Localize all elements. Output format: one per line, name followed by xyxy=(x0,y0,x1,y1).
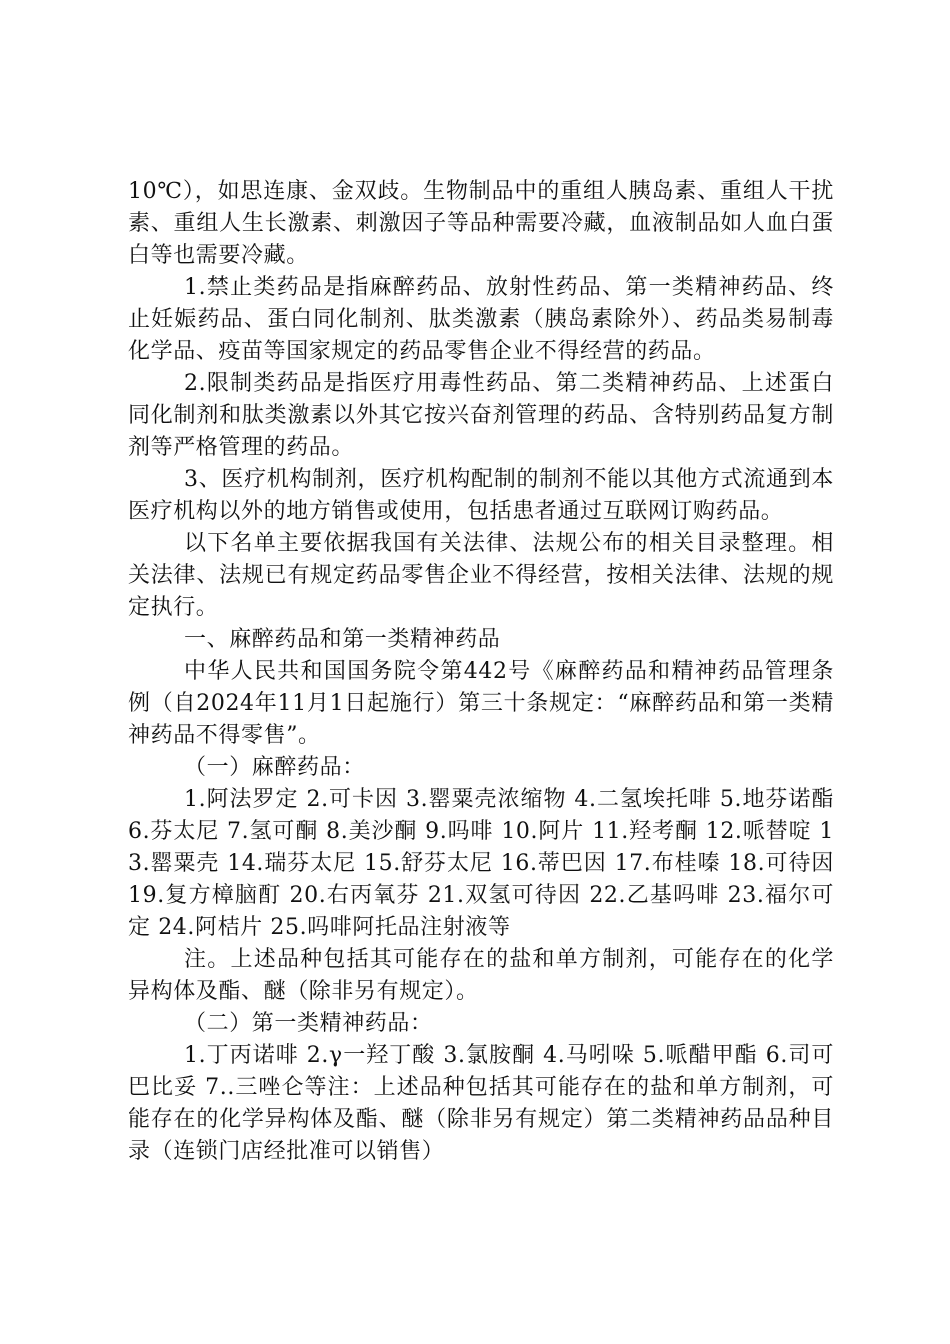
paragraph-list-basis: 以下名单主要依据我国有关法律、法规公布的相关目录整理。相关法律、法规已有规定药品零售企业不得经营，按相关法律、法规的规定执行。 xyxy=(128,531,834,620)
paragraph-prohibited-drugs: 1.禁止类药品是指麻醉药品、放射性药品、第一类精神药品、终止妊娠药品、蛋白同化制剂、肽类激素（胰岛素除外）、药品类易制毒化学品、疫苗等国家规定的药品零售企业不得经营的药品。 xyxy=(128,275,834,364)
document-page xyxy=(128,176,834,1168)
list-narcotic-drugs: 1.阿法罗定 2.可卡因 3.罂粟壳浓缩物 4.二氢埃托啡 5.地芬诺酯 6.芬太尼 7.氢可酮 8.美沙酮 9.吗啡 10.阿片 11.羟考酮 12.哌替啶 13.罂粟壳 14.瑞芬太尼 15.舒芬太尼 16.蒂巴因 17.布桂嗪 18.可待因 19.复方樟脑酊 20.右丙氧芬 21.双氢可待因 22.乙基吗啡 23.福尔可定 24.阿桔片 25.吗啡阿托品注射液等 xyxy=(128,787,834,940)
paragraph-hospital-preparations: 3、医疗机构制剂，医疗机构配制的制剂不能以其他方式流通到本医疗机构以外的地方销售或使用，包括患者通过互联网订购药品。 xyxy=(128,467,834,524)
paragraph-regulation-citation: 中华人民共和国国务院令第442号《麻醉药品和精神药品管理条例（自2024年11月1日起施行）第三十条规定：“麻醉药品和第一类精神药品不得零售”。 xyxy=(128,659,834,748)
section-heading-narcotics: 一、麻醉药品和第一类精神药品 xyxy=(184,627,501,652)
subheading-psychotropic-class-one: （二）第一类精神药品： xyxy=(184,1011,433,1036)
subheading-narcotic-drugs: （一）麻醉药品： xyxy=(184,755,365,780)
note-narcotic-drugs: 注。上述品种包括其可能存在的盐和单方制剂，可能存在的化学异构体及酯、醚（除非另有规定）。 xyxy=(128,947,834,1004)
paragraph-continuation: 10℃），如思连康、金双歧。生物制品中的重组人胰岛素、重组人干扰素、重组人生长激素、刺激因子等品种需要冷藏，血液制品如人血白蛋白等也需要冷藏。 xyxy=(128,179,834,268)
list-psychotropic-class-one: 1.丁丙诺啡 2.γ一羟丁酸 3.氯胺酮 4.马吲哚 5.哌醋甲酯 6.司可巴比妥 7..三唑仑等注：上述品种包括其可能存在的盐和单方制剂，可能存在的化学异构体及酯、醚（除非另有规定）第二类精神药品品种目录（连锁门店经批准可以销售） xyxy=(128,1043,834,1164)
paragraph-restricted-drugs: 2.限制类药品是指医疗用毒性药品、第二类精神药品、上述蛋白同化制剂和肽类激素以外其它按兴奋剂管理的药品、含特别药品复方制剂等严格管理的药品。 xyxy=(128,371,834,460)
